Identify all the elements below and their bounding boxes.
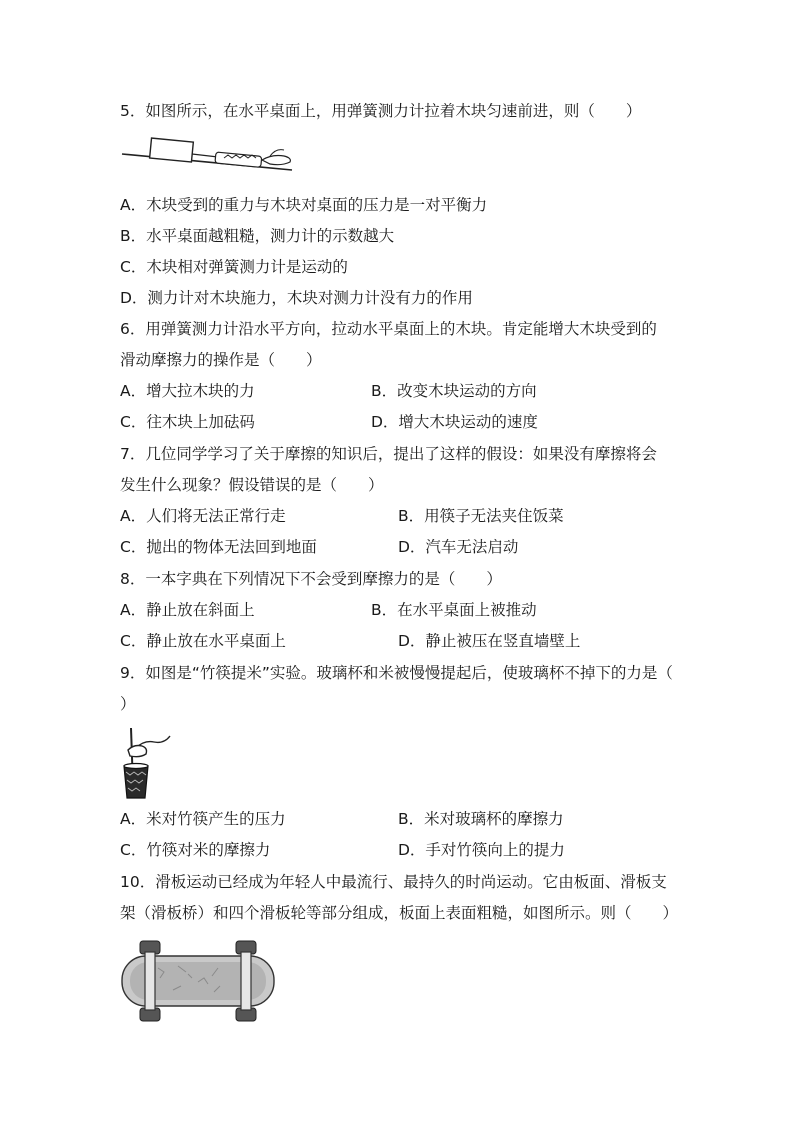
q6-stem-line2: 滑动摩擦力的操作是（ ） bbox=[120, 351, 322, 369]
q9-stem-line2: ） bbox=[120, 695, 136, 713]
q10-skateboard-figure bbox=[118, 938, 278, 1024]
q6-option-d: D．增大木块运动的速度 bbox=[371, 413, 538, 431]
q10-stem-line1: 10．滑板运动已经成为年轻人中最流行、最持久的时尚运动。它由板面、滑板支 bbox=[120, 873, 667, 891]
q8-option-b: B．在水平桌面上被推动 bbox=[371, 601, 537, 619]
q5-option-b: B．水平桌面越粗糙，测力计的示数越大 bbox=[120, 227, 395, 245]
q8-stem: 8．一本字典在下列情况下不会受到摩擦力的是（ ） bbox=[120, 570, 502, 588]
q9-option-a: A．米对竹筷产生的压力 bbox=[120, 810, 286, 828]
q9-option-d: D．手对竹筷向上的提力 bbox=[398, 841, 565, 859]
q9-option-c: C．竹筷对米的摩擦力 bbox=[120, 841, 271, 859]
q6-option-c: C．往木块上加砝码 bbox=[120, 413, 255, 431]
q5-option-a: A．木块受到的重力与木块对桌面的压力是一对平衡力 bbox=[120, 196, 488, 214]
q8-option-a: A．静止放在斜面上 bbox=[120, 601, 255, 619]
q8-option-d: D．静止被压在竖直墙壁上 bbox=[398, 632, 581, 650]
q6-stem-line1: 6．用弹簧测力计沿水平方向，拉动水平桌面上的木块。肯定能增大木块受到的 bbox=[120, 320, 657, 338]
q8-option-c: C．静止放在水平桌面上 bbox=[120, 632, 286, 650]
q7-stem-line2: 发生什么现象？假设错误的是（ ） bbox=[120, 476, 384, 494]
q5-option-d: D．测力计对木块施力，木块对测力计没有力的作用 bbox=[120, 289, 473, 307]
q10-stem-line2: 架（滑板桥）和四个滑板轮等部分组成，板面上表面粗糙，如图所示。则（ ） bbox=[120, 904, 679, 922]
q7-stem-line1: 7．几位同学学习了关于摩擦的知识后，提出了这样的假设：如果没有摩擦将会 bbox=[120, 445, 657, 463]
q7-option-c: C．抛出的物体无法回到地面 bbox=[120, 538, 317, 556]
q5-option-c: C．木块相对弹簧测力计是运动的 bbox=[120, 258, 348, 276]
q7-option-b: B．用筷子无法夹住饭菜 bbox=[398, 507, 564, 525]
q9-stem-line1: 9．如图是“竹筷提米”实验。玻璃杯和米被慢慢提起后，使玻璃杯不掉下的力是（ bbox=[120, 664, 673, 682]
q7-option-a: A．人们将无法正常行走 bbox=[120, 507, 286, 525]
q7-option-d: D．汽车无法启动 bbox=[398, 538, 519, 556]
q9-chopstick-rice-figure bbox=[118, 726, 174, 802]
q6-option-a: A．增大拉木块的力 bbox=[120, 382, 255, 400]
q9-option-b: B．米对玻璃杯的摩擦力 bbox=[398, 810, 564, 828]
q6-option-b: B．改变木块运动的方向 bbox=[371, 382, 537, 400]
q5-stem: 5．如图所示，在水平桌面上，用弹簧测力计拉着木块匀速前进，则（ ） bbox=[120, 102, 642, 120]
q5-spring-scale-figure bbox=[120, 134, 295, 174]
